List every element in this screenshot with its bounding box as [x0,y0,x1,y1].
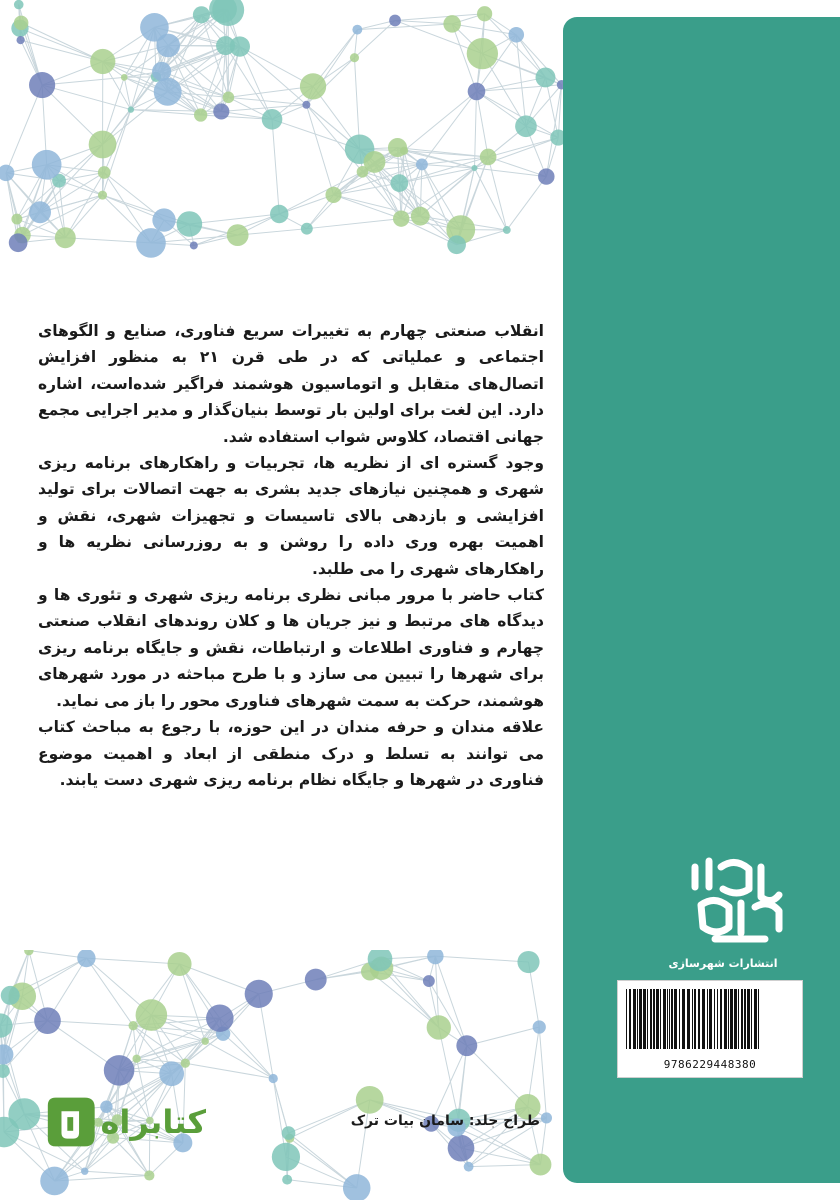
network-node [227,224,249,246]
network-link [334,195,421,216]
back-cover-description [38,318,544,793]
cover-designer-credit: طراح جلد: سامان بیات ترک [350,1113,540,1129]
network-node [29,72,55,98]
network-node [55,227,76,248]
barcode-bar [656,989,659,1049]
network-node [11,214,22,225]
paragraph-3: کتاب حاضر با مرور مبانی نظری برنامه ریزی شهری و تئوری ها و دیدگاه های مرتبط و نیز جریان ها و کلان روندهای انقلاب صنعتی چهارم و فناوری اطلاعات و ارتباطات، نقش و جایگاه برنامه ریزی برای شهرها را تبیین می سازد و با طرح مباحثه در مورد شهرهای هوشمند، حرکت به سمت شهرهای فناوری محور را باز می نماید. [38,586,544,710]
barcode-bar [694,989,696,1049]
ketabrah-store-logo [40,1090,210,1154]
barcode-bar [720,989,722,1049]
network-node [302,101,310,109]
network-node [1,986,20,1005]
network-node [464,1162,474,1172]
network-node [14,0,24,9]
barcode-bar [643,989,646,1049]
network-link [86,958,179,964]
network-node [389,15,401,27]
network-node [393,210,409,226]
network-link [488,138,558,157]
network-node [269,1074,278,1083]
network-node [300,73,326,99]
network-node [325,187,341,203]
network-node [132,1055,140,1063]
barcode-bar [758,989,759,1049]
barcode-bar [650,989,652,1049]
network-node [515,115,537,137]
network-link [439,1027,459,1120]
barcode-bar [671,989,673,1049]
network-node [90,49,115,74]
barcode-bar [698,989,700,1049]
network-node [282,1175,292,1185]
network-link [272,119,279,214]
network-node [301,223,313,235]
network-link [474,168,546,177]
network-node [193,6,210,23]
barcode-bar [702,989,705,1049]
network-link [395,14,485,21]
barcode-bar [738,989,739,1049]
network-node [536,67,556,87]
barcode-bar [751,989,752,1049]
network-link [306,105,333,195]
network-node [517,951,539,973]
network-node [77,950,95,967]
barcode-bar [669,989,670,1049]
barcode-bar [660,989,661,1049]
network-node [213,103,229,119]
network-node [467,38,498,69]
barcode-bar [639,989,642,1049]
network-node [443,15,461,33]
network-node [152,62,171,81]
network-node [144,1170,154,1180]
network-node [140,13,169,42]
barcode-bar [741,989,743,1049]
network-node [270,205,288,223]
network-node [538,168,554,184]
barcode-bar [626,989,627,1049]
network-link [85,1171,150,1175]
network-link [65,172,104,237]
network-decoration-top [0,0,570,260]
network-node [390,174,408,192]
network-node [447,235,466,254]
network-node [181,1059,190,1068]
network-node [416,159,428,171]
network-node [136,999,168,1031]
network-node [423,975,435,987]
network-node [40,1167,69,1196]
network-link [488,157,507,230]
network-node [98,191,107,200]
network-link [507,177,547,230]
network-node [223,92,235,104]
network-node [352,25,362,35]
barcode-bar [633,989,636,1049]
barcode-bar [747,989,750,1049]
network-link [357,24,452,30]
network-link [476,91,488,157]
paragraph-4: علاقه مندان و حرفه مندان در این حوزه، با رجوع به مباحث کتاب می توانند به تسلط و درک منطقی از ابعاد و اهمیت موضوع فناوری در شهرها و جایگاه نظام برنامه ریزی شهری دست یابند. [38,718,544,789]
network-node [24,950,33,955]
barcode-bars [624,989,796,1049]
network-link [180,964,206,1041]
network-link [467,1027,539,1046]
network-node [32,150,62,180]
paragraph-2: وجود گستره ای از نظریه ها، تجربیات و راهکارهای برنامه ریزی شهری و همچنین نیازهای جدید بشری به جهت اتصالات برای تولید افزایشی و بازدهی بالای تاسیسات و تجهیزات شهری، نقش و اهمیت بهره وری داده را روشن و به روزرسانی نظریه ها و راهکارهای شهری را می طلبد. [38,454,544,578]
barcode-bar [679,989,680,1049]
barcode-bar [692,989,693,1049]
barcode-bar [744,989,746,1049]
network-node [533,1020,546,1033]
barcode-bar [667,989,668,1049]
network-node [230,36,250,56]
network-node [0,1064,10,1078]
network-link [240,47,307,105]
network-node [262,109,283,130]
barcode-bar [663,989,666,1049]
network-link [103,195,190,224]
network-node [34,1007,61,1034]
network-node [480,149,497,166]
network-node [364,151,386,173]
network-node [427,1015,451,1039]
network-node [8,1098,40,1130]
network-node [152,208,175,231]
network-node [503,226,511,234]
network-node [456,1035,477,1056]
network-link [404,91,476,150]
network-node [89,131,117,159]
network-node [129,1021,138,1030]
network-node [14,16,29,31]
network-node [468,83,486,101]
network-node [136,228,166,258]
barcode-bar [707,989,708,1049]
network-node [194,108,207,121]
network-node [98,166,111,179]
network-node [427,950,443,964]
barcode-bar [682,989,685,1049]
network-node [356,1086,384,1114]
network-node [541,1112,552,1123]
network-node [343,1174,371,1200]
network-node [128,106,134,112]
ketabrah-wordmark: کتابراه [100,1103,206,1141]
network-link [422,91,477,164]
barcode-bar [629,989,631,1049]
network-node [104,1055,135,1086]
network-node [471,165,477,171]
network-node [206,1004,234,1032]
network-link [86,958,133,1026]
network-node [177,211,203,237]
network-node [154,78,182,106]
network-node [29,201,51,223]
isbn-number: 9786229448380 [663,1058,757,1071]
network-node [201,1037,208,1044]
network-node [411,207,430,226]
network-link [223,1034,273,1079]
barcode-bar [717,989,718,1049]
network-node [448,1135,475,1162]
barcode-bar [754,989,757,1049]
network-link [539,1027,546,1118]
network-node [159,1061,184,1086]
network-node [168,952,192,976]
network-link [435,956,528,962]
publisher-calligraphy-logo-icon [675,847,795,957]
barcode-bar [637,989,638,1049]
paragraph-1: انقلاب صنعتی چهارم به تغییرات سریع فناوری، صنایع و الگوهای اجتماعی و عملیاتی که در طی قرن ۲۱ به منظور افزایش اتصال‌های متقابل و اتوماسیون هوشمند فراگیر شده‌است، اشاره دارد. این لغت برای اولین بار توسط بنیان‌گذار و مدیر اجرایی مجمع جهانی اقتصاد، کلاوس شواب استفاده شد. [38,322,544,446]
network-node [305,969,327,991]
network-link [467,1046,528,1107]
network-node [477,6,492,21]
network-node [530,1154,552,1176]
network-link [307,219,401,229]
network-link [474,168,506,230]
network-node [508,27,524,43]
isbn-barcode [617,980,803,1078]
network-link [279,172,362,214]
network-node [272,1143,300,1171]
network-node [190,241,198,249]
ketabrah-logo-icon [40,1091,101,1153]
barcode-bar [728,989,729,1049]
network-node [245,980,273,1008]
network-node [81,1167,88,1174]
network-link [476,77,545,91]
network-node [350,53,359,62]
barcode-bar [653,989,655,1049]
network-node [0,165,14,182]
network-decoration-bottom [0,950,570,1200]
network-node [121,74,128,81]
network-node [9,233,28,252]
barcode-bar [674,989,677,1049]
network-node [0,1013,12,1037]
network-node [388,138,407,157]
barcode-bar [647,989,648,1049]
barcode-bar [709,989,712,1049]
barcode-bar [734,989,737,1049]
network-node [16,36,24,44]
barcode-bar [687,989,690,1049]
barcode-bar [714,989,715,1049]
barcode-bar [724,989,727,1049]
barcode-bar [730,989,733,1049]
publisher-name: انتشارات شهرسازی [668,957,778,970]
